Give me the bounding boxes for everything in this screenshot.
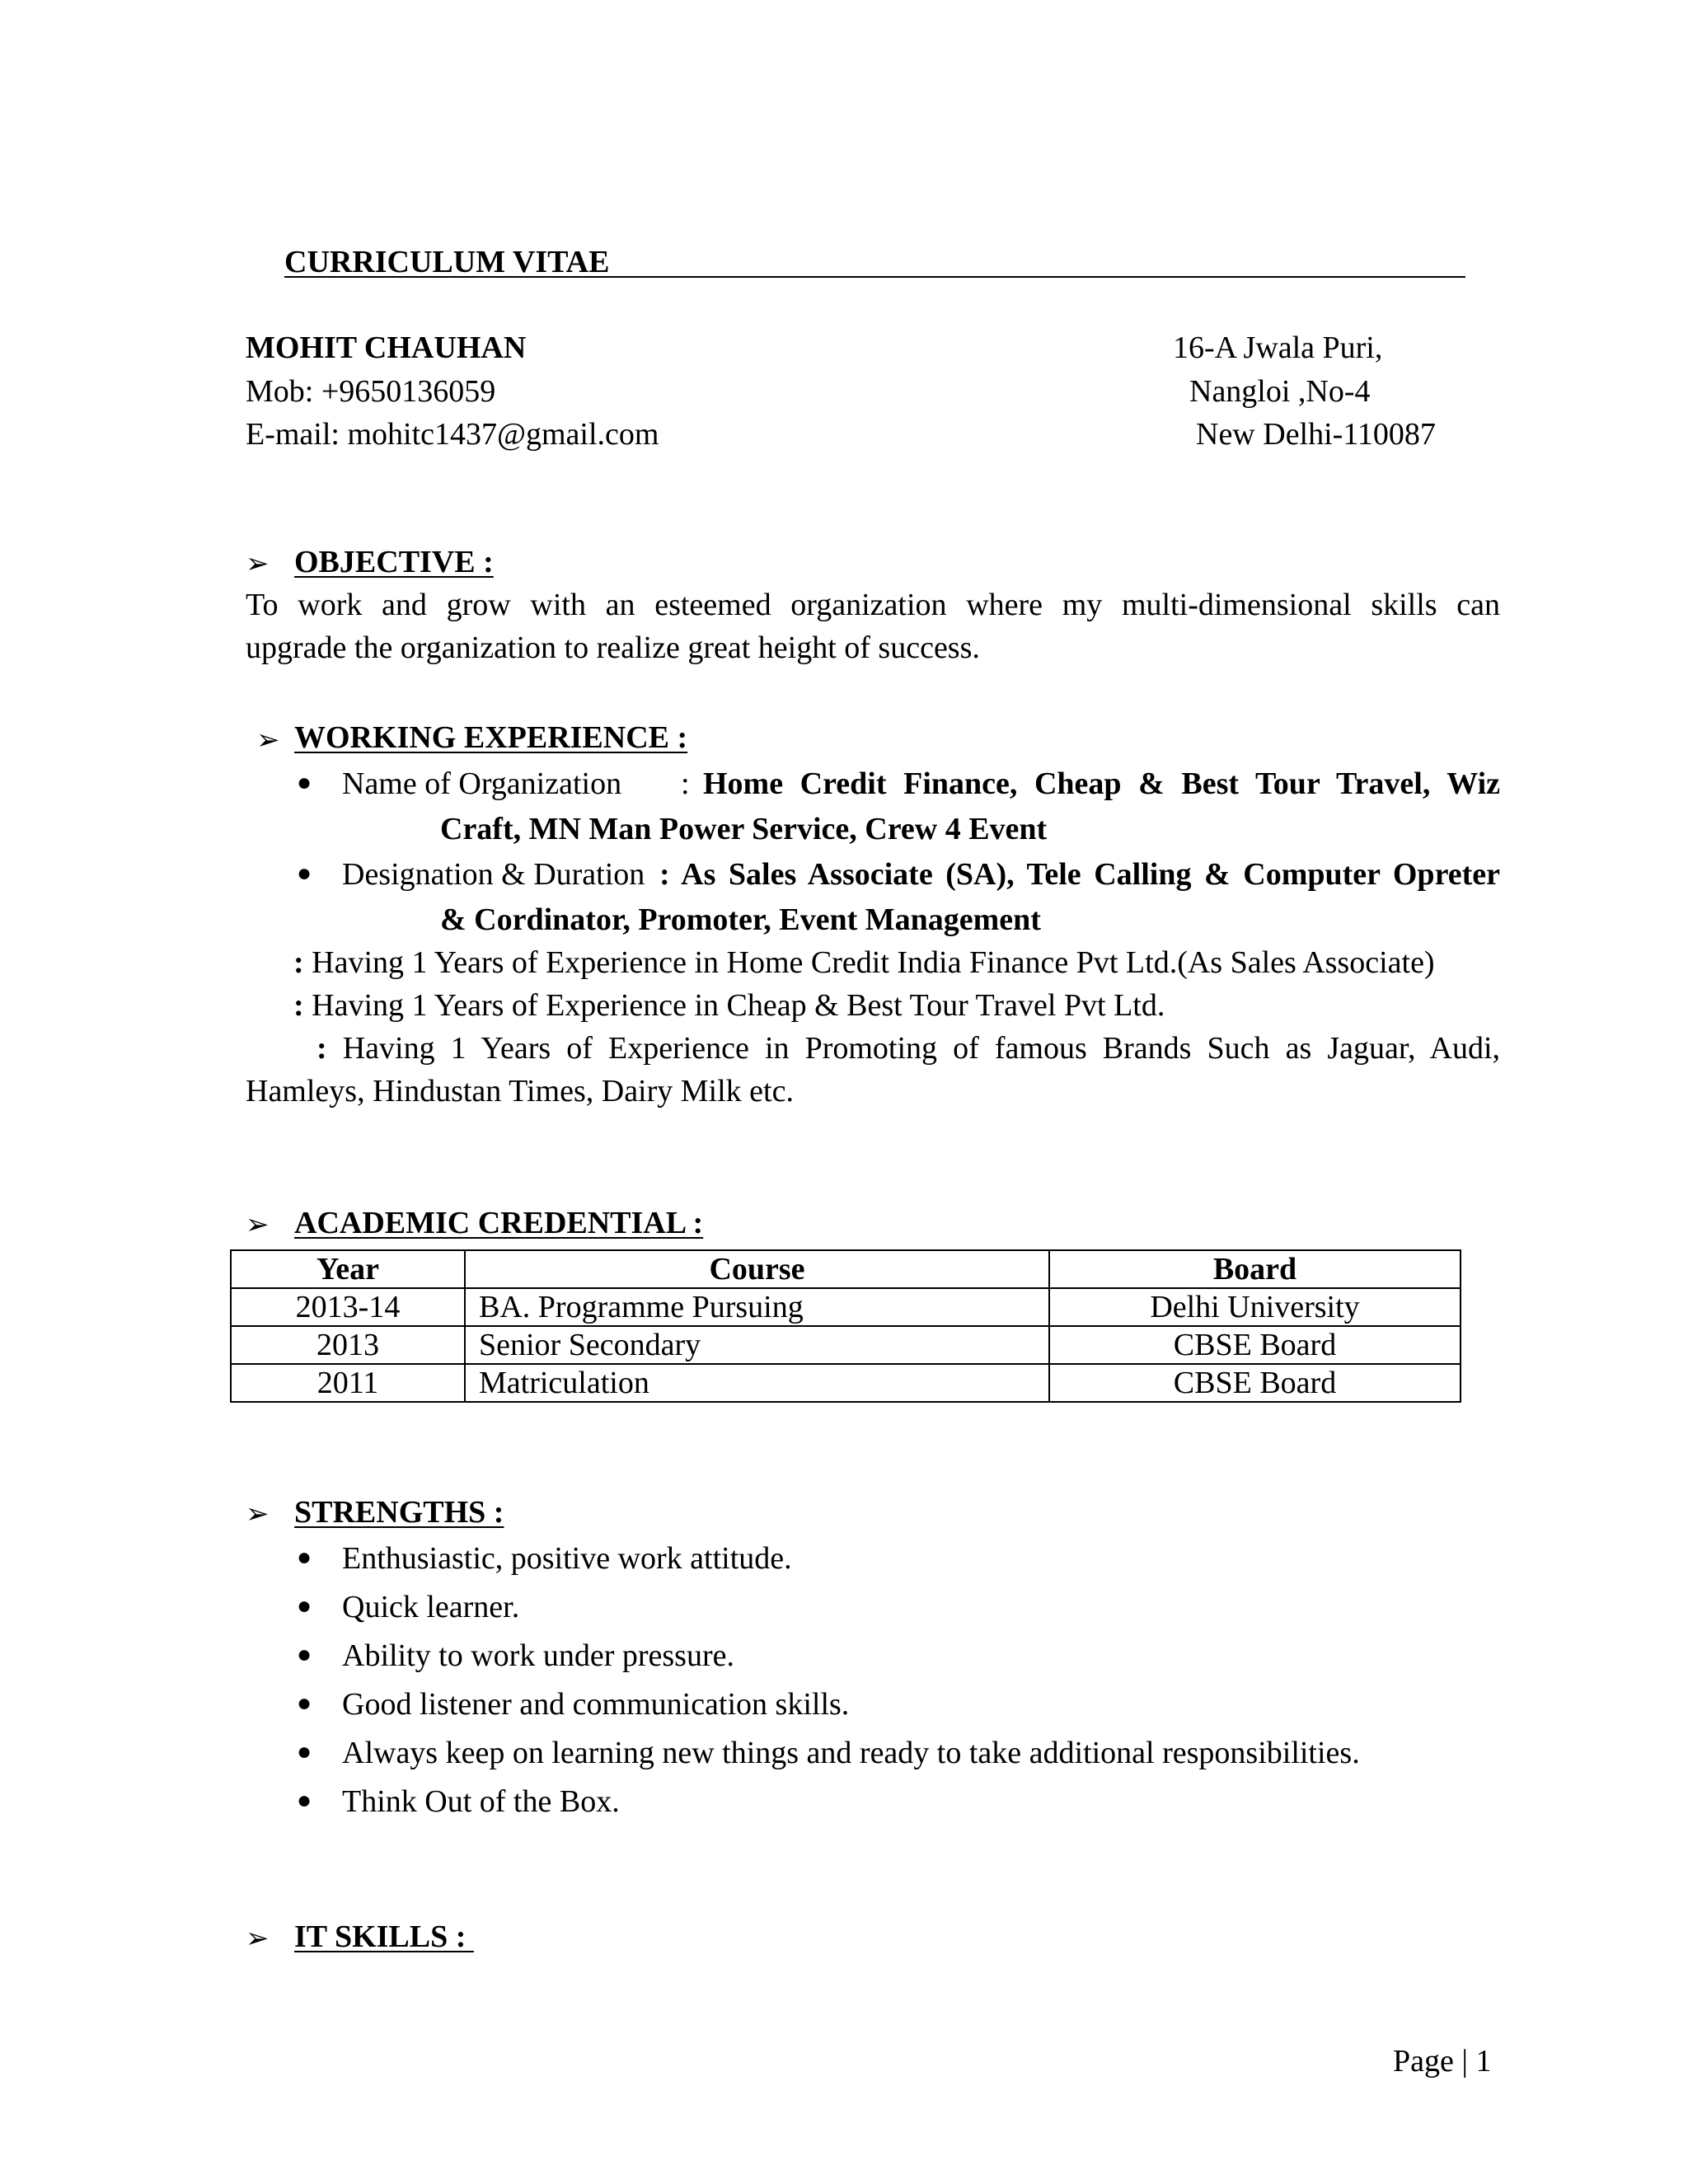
header-course: Course <box>465 1250 1049 1288</box>
org-separator: : <box>681 766 690 801</box>
org-label: Name of Organization <box>342 766 622 801</box>
bullet-icon: ● <box>297 1544 312 1571</box>
experience-line-1 <box>293 944 1435 982</box>
cell-course: Senior Secondary <box>465 1326 1049 1364</box>
arrow-bullet-icon: ➢ <box>246 1210 270 1240</box>
experience-colon: : <box>293 988 304 1023</box>
mobile-number: Mob: +9650136059 <box>246 374 496 409</box>
cell-year: 2011 <box>231 1364 465 1402</box>
strength-item: Good listener and communication skills. <box>342 1687 850 1722</box>
academic-heading: ACADEMIC CREDENTIAL : <box>294 1206 704 1240</box>
strength-item: Always keep on learning new things and ready to take additional responsibilities. <box>342 1736 1360 1770</box>
cell-course: Matriculation <box>465 1364 1049 1402</box>
candidate-name: MOHIT CHAUHAN <box>246 330 527 365</box>
objective-heading: OBJECTIVE : <box>294 545 494 579</box>
experience-line-3-text: Having 1 Years of Experience in Promoting of famous Brands Such as Jaguar, Audi, <box>326 1031 1500 1066</box>
cell-board: CBSE Board <box>1049 1364 1461 1402</box>
header-board: Board <box>1049 1250 1461 1288</box>
designation-value-line-1: : As Sales Associate (SA), Tele Calling & Computer Opreter <box>659 857 1500 892</box>
experience-colon: : <box>316 1031 327 1066</box>
objective-line-1: To work and grow with an esteemed organization where my multi-dimensional skills can <box>246 588 1500 622</box>
experience-line-2 <box>293 987 1165 1025</box>
table-row <box>231 1364 1461 1402</box>
email-address: E-mail: mohitc1437@gmail.com <box>246 417 659 452</box>
header-year: Year <box>231 1250 465 1288</box>
cell-year: 2013-14 <box>231 1288 465 1326</box>
cell-year: 2013 <box>231 1326 465 1364</box>
arrow-bullet-icon: ➢ <box>256 725 280 756</box>
experience-line-1-text: Having 1 Years of Experience in Home Credit India Finance Pvt Ltd.(As Sales Associate) <box>303 945 1435 980</box>
bullet-icon: ● <box>297 1787 312 1814</box>
strength-item: Enthusiastic, positive work attitude. <box>342 1541 792 1576</box>
bullet-icon: ● <box>297 1641 312 1668</box>
bullet-icon: ● <box>297 1690 312 1717</box>
designation-label: Designation & Duration <box>342 857 645 892</box>
title-underline <box>284 276 1465 278</box>
it-skills-heading: IT SKILLS : <box>294 1919 474 1954</box>
cell-board: Delhi University <box>1049 1288 1461 1326</box>
org-value-line-2: Craft, MN Man Power Service, Crew 4 Event <box>440 812 1048 846</box>
arrow-bullet-icon: ➢ <box>246 549 270 579</box>
bullet-icon: ● <box>297 1592 312 1619</box>
strength-item: Think Out of the Box. <box>342 1784 620 1819</box>
experience-line-3-cont: Hamleys, Hindustan Times, Dairy Milk etc. <box>246 1074 794 1108</box>
arrow-bullet-icon: ➢ <box>246 1924 270 1954</box>
document-title: CURRICULUM VITAE <box>284 245 610 279</box>
table-row <box>231 1288 1461 1326</box>
bullet-icon: ● <box>297 769 312 796</box>
arrow-bullet-icon: ➢ <box>246 1499 270 1530</box>
cell-board: CBSE Board <box>1049 1326 1461 1364</box>
objective-line-2: upgrade the organization to realize great height of success. <box>246 630 980 665</box>
experience-heading: WORKING EXPERIENCE : <box>294 720 688 755</box>
bullet-icon: ● <box>297 860 312 887</box>
strength-item: Quick learner. <box>342 1590 520 1624</box>
strengths-heading: STRENGTHS : <box>294 1495 504 1530</box>
experience-line-2-text: Having 1 Years of Experience in Cheap & Best Tour Travel Pvt Ltd. <box>303 988 1165 1023</box>
table-header-row <box>231 1250 1461 1288</box>
strength-item: Ability to work under pressure. <box>342 1638 734 1673</box>
experience-colon: : <box>293 945 304 980</box>
org-value-line-1: Home Credit Finance, Cheap & Best Tour Travel, Wiz <box>703 766 1500 801</box>
address-line-1: 16-A Jwala Puri, <box>1173 330 1383 365</box>
designation-value-line-2: & Cordinator, Promoter, Event Management <box>440 902 1041 937</box>
table-row <box>231 1326 1461 1364</box>
cell-course: BA. Programme Pursuing <box>465 1288 1049 1326</box>
bullet-icon: ● <box>297 1738 312 1765</box>
academic-table <box>230 1249 1461 1403</box>
page-number: Page | 1 <box>1393 2044 1492 2079</box>
experience-line-3 <box>316 1030 1500 1068</box>
address-line-3: New Delhi-110087 <box>1196 417 1436 452</box>
address-line-2: Nangloi ,No-4 <box>1189 374 1371 409</box>
